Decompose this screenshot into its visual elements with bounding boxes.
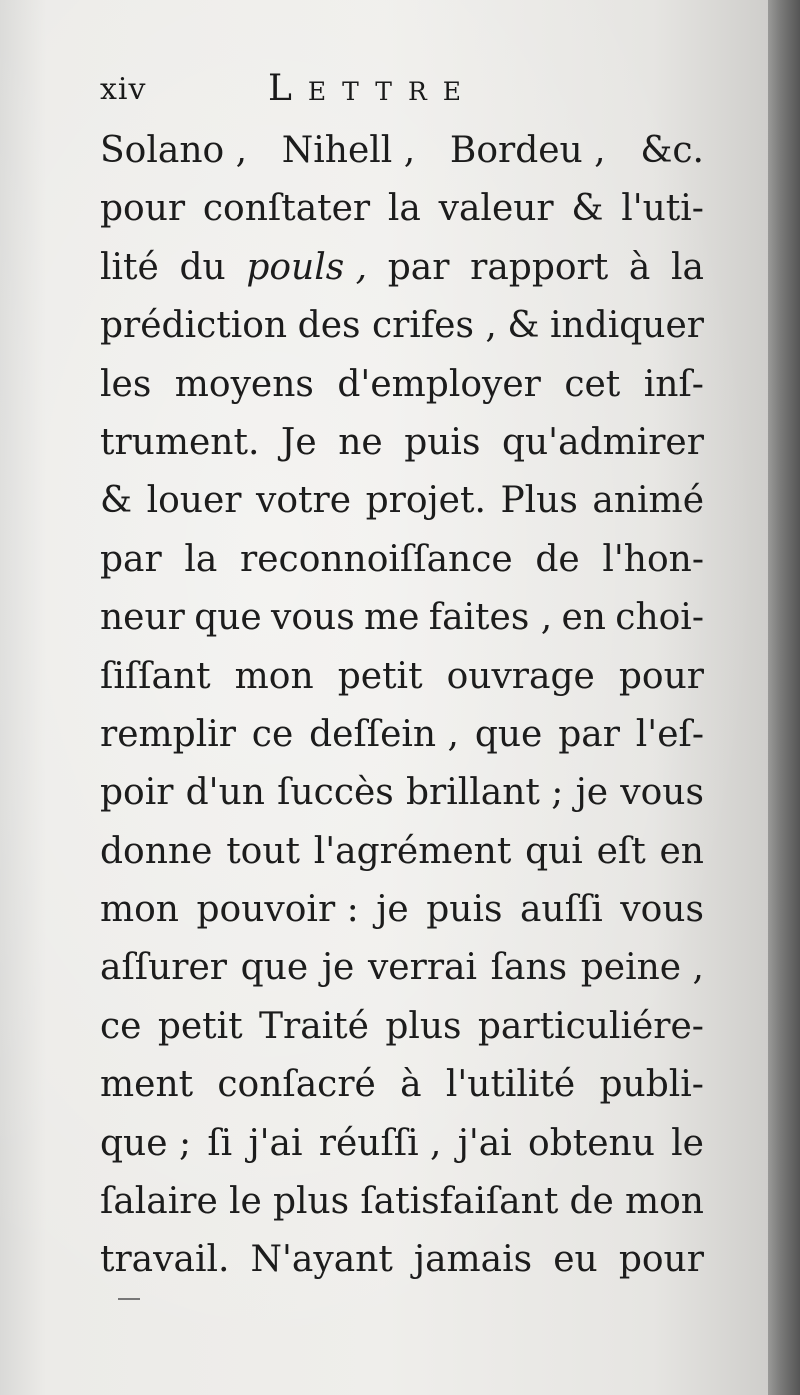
word: projet. (365, 480, 486, 522)
word: plus (272, 1181, 350, 1223)
text-line (100, 1115, 704, 1173)
word: ce (100, 1005, 142, 1047)
word: j'ai (248, 1122, 303, 1164)
page-header (100, 66, 700, 116)
word: remplir (100, 713, 236, 755)
word: & (571, 188, 604, 230)
word: moyens (174, 363, 314, 405)
word: valeur (438, 188, 554, 230)
word: rapport (470, 246, 609, 288)
word: le (228, 1181, 262, 1223)
word: brillant ; (405, 772, 564, 814)
text-line (100, 998, 704, 1056)
word: conſtater (202, 188, 371, 230)
word: le (671, 1122, 704, 1164)
word: ſuccès (277, 772, 394, 814)
word: d'employer (337, 363, 541, 405)
text-line (100, 939, 704, 997)
word: réuſſi , (318, 1122, 442, 1164)
word: particuliére- (477, 1005, 704, 1047)
word: pour (618, 655, 704, 697)
text-line (100, 1231, 704, 1289)
word: eu (553, 1239, 598, 1281)
word: en (561, 597, 606, 639)
word: jamais (413, 1239, 533, 1281)
word: du (179, 246, 226, 288)
word: mon (624, 1181, 704, 1223)
ink-smudge (118, 1298, 140, 1300)
word: Traité (258, 1005, 369, 1047)
word: lité (100, 246, 159, 288)
word: que (240, 947, 309, 989)
word: faites , (428, 597, 553, 639)
text-line (100, 297, 704, 355)
word: eſt (596, 830, 646, 872)
word: la (184, 538, 218, 580)
word: que ; (100, 1122, 192, 1164)
word: aſſurer (100, 947, 228, 989)
running-head: Lettre (268, 68, 478, 109)
word: ſalaire (100, 1181, 218, 1223)
text-line (100, 414, 704, 472)
word: l'utilité (445, 1064, 576, 1106)
word: Bordeu , (449, 130, 606, 171)
word: de (569, 1181, 614, 1223)
word: j'ai (457, 1122, 512, 1164)
word: reconnoiſſance (240, 538, 513, 580)
text-line (100, 648, 704, 706)
word: mon (100, 889, 179, 931)
word: à (628, 246, 651, 288)
word: auſſi (519, 889, 603, 931)
word: pouvoir : (196, 889, 359, 931)
word: qu'admirer (501, 421, 704, 463)
word: indiquer (549, 305, 704, 347)
word: votre (256, 480, 352, 522)
page-edge (768, 0, 800, 1395)
word: donne (100, 830, 213, 872)
word: conſacré (217, 1064, 376, 1106)
word: à (400, 1064, 422, 1106)
word: l'agrément (313, 830, 512, 872)
word: je (376, 889, 409, 931)
word: publi- (599, 1064, 704, 1106)
word: puis (404, 421, 481, 463)
word: louer (146, 480, 242, 522)
word: &c. (640, 130, 704, 171)
word: travail. (100, 1239, 230, 1281)
word: prédiction (100, 305, 288, 347)
text-line (100, 1056, 704, 1114)
word: vous (620, 772, 704, 814)
word: je (321, 947, 355, 989)
word: d'un (185, 772, 265, 814)
word: par (387, 246, 450, 288)
word: je (575, 772, 609, 814)
word: l'uti- (621, 188, 704, 230)
text-line (100, 122, 704, 180)
word: trument. (100, 421, 260, 463)
word: neur (100, 597, 185, 639)
word: ce (251, 713, 294, 755)
word: ouvrage (446, 655, 595, 697)
word: N'ayant (250, 1239, 393, 1281)
word: puis (426, 889, 503, 931)
word: ment (100, 1064, 194, 1106)
word: que (474, 713, 543, 755)
word: la (387, 188, 421, 230)
word: par (558, 713, 620, 755)
word: vous (271, 597, 355, 639)
word: deſſein , (309, 713, 459, 755)
word: ſi (207, 1122, 233, 1164)
word: choi- (615, 597, 704, 639)
text-line (100, 1173, 704, 1231)
word: Plus (500, 480, 578, 522)
word: en (659, 830, 704, 872)
word: petit (337, 655, 423, 697)
word: les (100, 363, 152, 405)
word: me (364, 597, 420, 639)
text-line (100, 881, 704, 939)
word: inſ- (643, 363, 704, 405)
word: Solano , (100, 130, 248, 171)
word: peine , (580, 947, 704, 989)
word: par (100, 538, 162, 580)
word: verrai (367, 947, 478, 989)
text-line (100, 180, 704, 238)
word: plus (385, 1005, 462, 1047)
text-line (100, 706, 704, 764)
word: petit (157, 1005, 243, 1047)
word: que (194, 597, 262, 639)
word: Nihell , (281, 130, 416, 171)
word: tout (226, 830, 300, 872)
word: animé (592, 480, 704, 522)
word: l'hon- (602, 538, 704, 580)
word: ſans (490, 947, 568, 989)
word: ſiſſant (100, 655, 211, 697)
word: ſatisfaiſant (360, 1181, 559, 1223)
word: la (670, 246, 704, 288)
word: obtenu (528, 1122, 655, 1164)
word: cet (564, 363, 621, 405)
word: des crifes , (297, 305, 497, 347)
word: de (535, 538, 580, 580)
word: pour (100, 188, 186, 230)
text-line (100, 531, 704, 589)
word: mon (234, 655, 314, 697)
word: vous (620, 889, 704, 931)
word: l'eſ- (635, 713, 704, 755)
word: poir (100, 772, 174, 814)
text-line (100, 239, 704, 297)
text-line (100, 356, 704, 414)
word: & (100, 480, 133, 522)
word: ne (338, 421, 383, 463)
body-text (100, 122, 704, 1290)
word: Je (280, 421, 317, 463)
word: & (507, 305, 540, 347)
text-line (100, 589, 704, 647)
text-line (100, 823, 704, 881)
word: pouls , (246, 246, 368, 288)
word: pour (618, 1239, 704, 1281)
text-line (100, 764, 704, 822)
word: qui (525, 830, 583, 872)
text-line (100, 472, 704, 530)
page-number: xiv (100, 72, 147, 107)
